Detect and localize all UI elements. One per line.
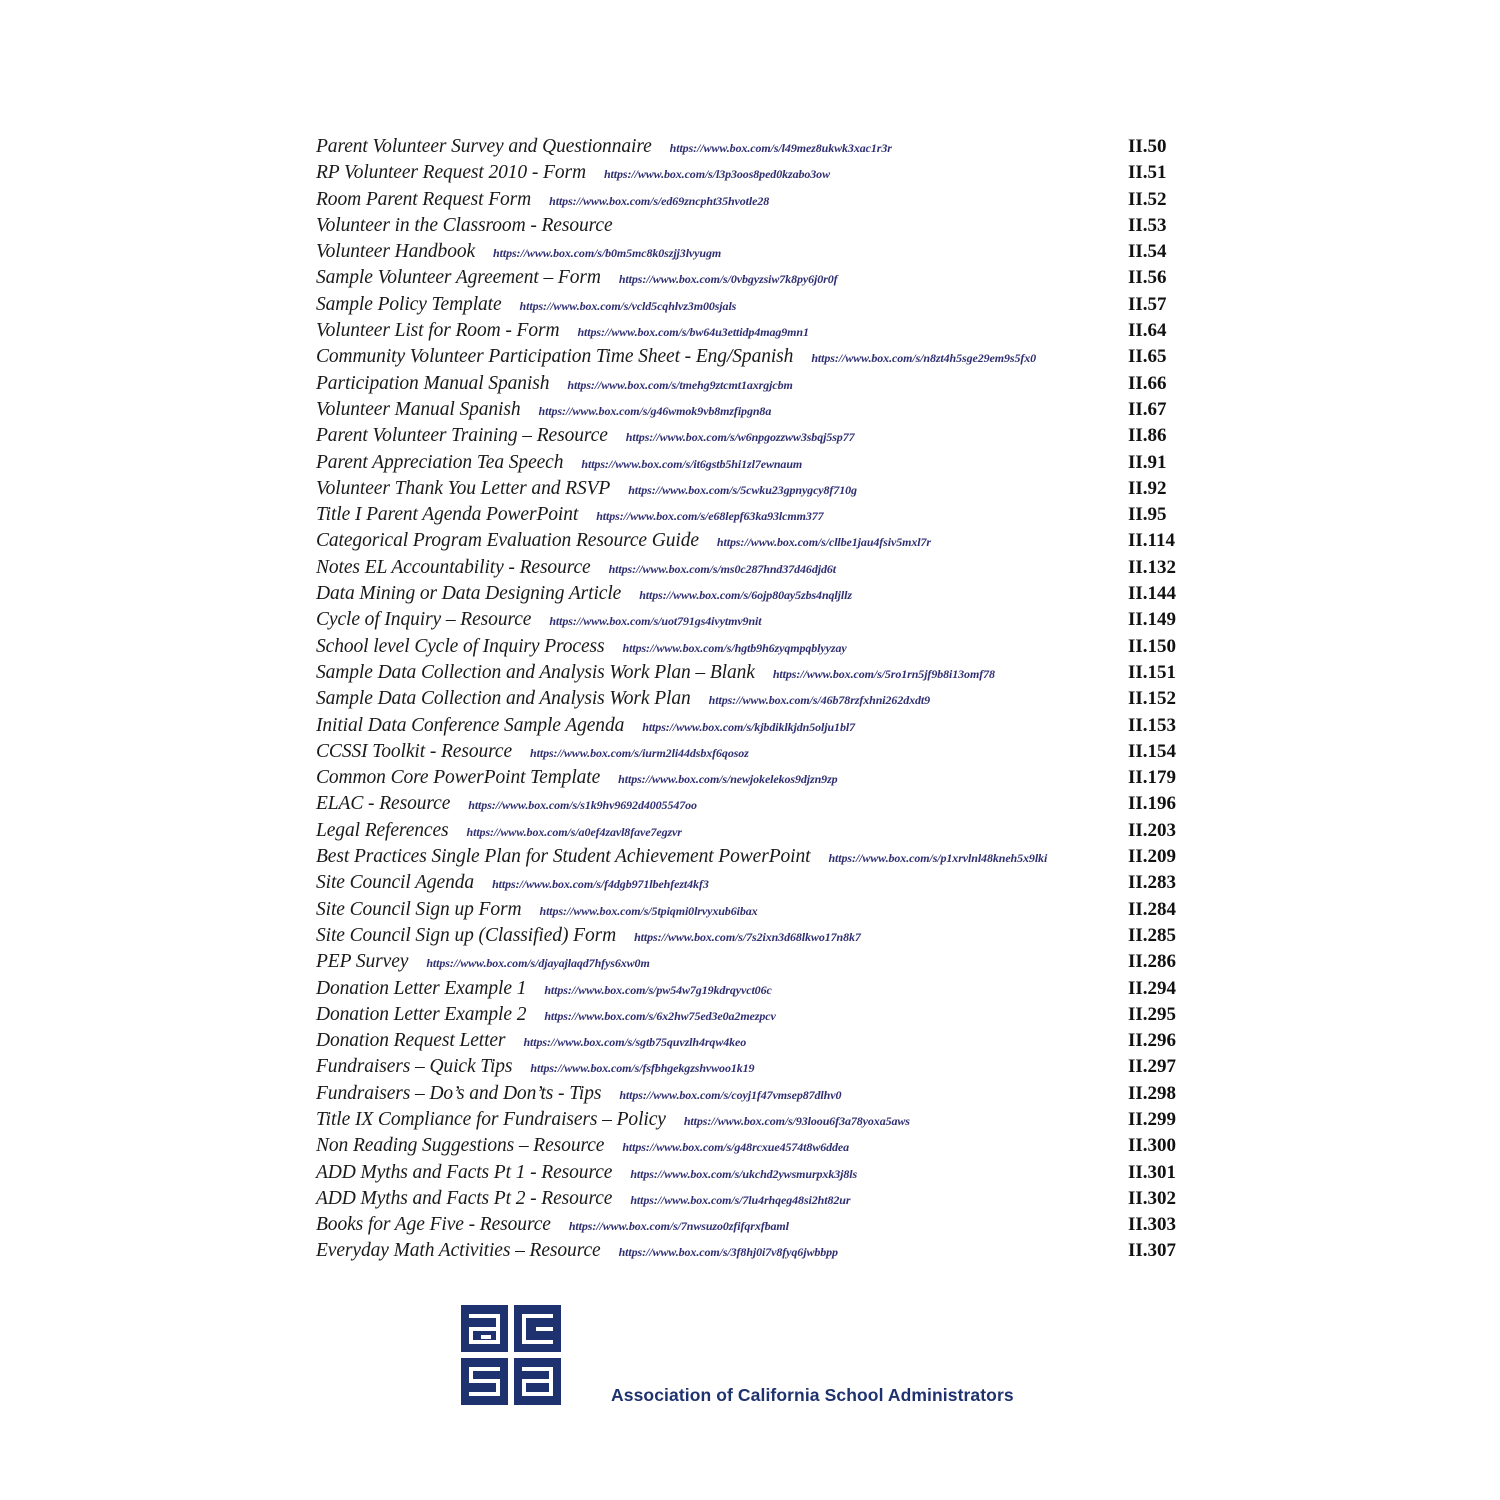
resource-row bbox=[316, 765, 1186, 791]
resource-link[interactable]: https://www.box.com/s/l3p3oos8ped0kzabo3ow bbox=[603, 167, 830, 182]
resource-row bbox=[316, 897, 1186, 923]
resource-row bbox=[316, 528, 1186, 554]
resource-row bbox=[316, 1107, 1186, 1133]
resource-link[interactable]: https://www.box.com/s/6x2hw75ed3e0a2mezpcv bbox=[544, 1008, 776, 1023]
resource-title: Books for Age Five - Resource bbox=[316, 1214, 551, 1236]
page-number: II.57 bbox=[1128, 293, 1167, 315]
page-number: II.283 bbox=[1128, 872, 1177, 894]
resource-title: Parent Volunteer Training – Resource bbox=[316, 425, 608, 447]
resource-row bbox=[316, 239, 1186, 265]
resource-title: Parent Appreciation Tea Speech bbox=[316, 451, 564, 473]
page-number: II.91 bbox=[1128, 451, 1167, 473]
page-number: II.301 bbox=[1128, 1161, 1177, 1183]
resource-title: Sample Volunteer Agreement – Form bbox=[316, 267, 601, 289]
resource-row bbox=[316, 292, 1186, 318]
page-number: II.51 bbox=[1128, 162, 1167, 184]
page-number: II.67 bbox=[1128, 398, 1167, 420]
resource-title: Donation Letter Example 2 bbox=[316, 1003, 527, 1025]
resource-link[interactable]: https://www.box.com/s/5tpiqmi0lrvyxub6ibax bbox=[539, 903, 758, 918]
resource-row bbox=[316, 1002, 1186, 1028]
resource-title: Volunteer List for Room - Form bbox=[316, 320, 560, 342]
resource-row bbox=[316, 1186, 1186, 1212]
resource-row bbox=[316, 1028, 1186, 1054]
page-number: II.95 bbox=[1128, 504, 1167, 526]
acsa-logo-icon bbox=[461, 1305, 561, 1405]
page-number: II.294 bbox=[1128, 977, 1177, 999]
page-number: II.295 bbox=[1128, 1003, 1177, 1025]
page-number: II.114 bbox=[1128, 530, 1175, 552]
page-number: II.50 bbox=[1128, 136, 1167, 157]
resource-title: ADD Myths and Facts Pt 2 - Resource bbox=[316, 1187, 613, 1209]
resource-link[interactable]: https://www.box.com/s/5cwku23gpnygcy8f710g bbox=[628, 482, 857, 497]
resource-title: Best Practices Single Plan for Student Achievement PowerPoint bbox=[316, 846, 811, 868]
page-number: II.92 bbox=[1128, 477, 1167, 499]
page-number: II.179 bbox=[1128, 767, 1177, 789]
resource-link[interactable]: https://www.box.com/s/7nwsuzo0zfifqrxfbaml bbox=[568, 1219, 789, 1234]
resource-row bbox=[316, 397, 1186, 423]
resource-title: School level Cycle of Inquiry Process bbox=[316, 635, 605, 657]
resource-row bbox=[316, 555, 1186, 581]
resource-row bbox=[316, 476, 1186, 502]
resource-link[interactable]: https://www.box.com/s/newjokelekos9djzn9zp bbox=[618, 772, 838, 787]
resource-link[interactable]: https://www.box.com/s/a0ef4zavl8fave7egzvr bbox=[466, 824, 682, 839]
resource-link[interactable]: https://www.box.com/s/46b78rzfxhni262dxdt9 bbox=[708, 693, 931, 708]
resource-link[interactable]: https://www.box.com/s/vcld5cqhlvz3m00sjals bbox=[519, 298, 737, 313]
resource-link[interactable]: https://www.box.com/s/n8zt4h5sge29em9s5fx0 bbox=[811, 351, 1037, 366]
resource-title: Notes EL Accountability - Resource bbox=[316, 556, 591, 578]
resource-row bbox=[316, 607, 1186, 633]
resource-link[interactable]: https://www.box.com/s/0vbgyzsiw7k8py6j0r0f bbox=[618, 272, 838, 287]
resource-title: Donation Request Letter bbox=[316, 1030, 506, 1052]
resource-title: CCSSI Toolkit - Resource bbox=[316, 740, 513, 762]
resource-row bbox=[316, 160, 1186, 186]
resource-title: Volunteer Handbook bbox=[316, 241, 476, 263]
page-number: II.151 bbox=[1128, 661, 1177, 683]
resource-link[interactable]: https://www.box.com/s/f4dgb971lbehfezt4kf3 bbox=[492, 877, 709, 892]
resource-list bbox=[316, 134, 1186, 1265]
resource-link[interactable]: https://www.box.com/s/ed69zncpht35hvotle28 bbox=[549, 193, 770, 208]
resource-link[interactable]: https://www.box.com/s/tmehg9ztcmt1axrgjcbm bbox=[567, 377, 793, 392]
resource-title: Room Parent Request Form bbox=[316, 188, 532, 210]
resource-title: Parent Volunteer Survey and Questionnaire bbox=[316, 136, 652, 157]
resource-link[interactable]: https://www.box.com/s/p1xrvlnl48kneh5x9lki bbox=[828, 851, 1048, 866]
resource-row bbox=[316, 187, 1186, 213]
resource-row bbox=[316, 371, 1186, 397]
resource-title: Volunteer in the Classroom - Resource bbox=[316, 214, 613, 236]
resource-title: Title IX Compliance for Fundraisers – Policy bbox=[316, 1108, 666, 1130]
resource-link[interactable]: https://www.box.com/s/3f8hj0i7v8fyq6jwbbpp bbox=[618, 1245, 838, 1260]
resource-title: Volunteer Thank You Letter and RSVP bbox=[316, 477, 611, 499]
page-number: II.307 bbox=[1128, 1240, 1177, 1262]
resource-title: Legal References bbox=[316, 819, 449, 841]
resource-title: Data Mining or Data Designing Article bbox=[316, 583, 622, 605]
resource-link[interactable]: https://www.box.com/s/cllbe1jau4fsiv5mxl7r bbox=[716, 535, 931, 550]
resource-title: Initial Data Conference Sample Agenda bbox=[316, 714, 625, 736]
resource-link[interactable]: https://www.box.com/s/it6gstb5hi1zl7ewnaum bbox=[581, 456, 803, 471]
page-number: II.285 bbox=[1128, 924, 1177, 946]
resource-link[interactable]: https://www.box.com/s/7lu4rhqeg48si2ht82ur bbox=[630, 1192, 851, 1207]
resource-link[interactable]: https://www.box.com/s/pw54w7g19kdrqyvct06c bbox=[544, 982, 772, 997]
resource-link[interactable]: https://www.box.com/s/bw64u3ettidp4mag9mn1 bbox=[577, 325, 809, 340]
resource-link[interactable]: https://www.box.com/s/ms0c287hnd37d46djd6t bbox=[608, 561, 836, 576]
page-number: II.54 bbox=[1128, 241, 1167, 263]
resource-row bbox=[316, 949, 1186, 975]
resource-row bbox=[316, 1081, 1186, 1107]
resource-row bbox=[316, 213, 1186, 239]
resource-link[interactable]: https://www.box.com/s/kjbdiklkjdn5olju1bl7 bbox=[642, 719, 855, 734]
resource-title: Site Council Agenda bbox=[316, 872, 475, 894]
page-number: II.297 bbox=[1128, 1056, 1177, 1078]
resource-row bbox=[316, 739, 1186, 765]
resource-row bbox=[316, 870, 1186, 896]
resource-row bbox=[316, 818, 1186, 844]
page-number: II.196 bbox=[1128, 793, 1177, 815]
page-number: II.153 bbox=[1128, 714, 1177, 736]
resource-link[interactable]: https://www.box.com/s/hgtb9h6zyqmpqblyyzay bbox=[622, 640, 847, 655]
resource-link[interactable]: https://www.box.com/s/coyj1f47vmsep87dlhv0 bbox=[619, 1087, 842, 1102]
page-number: II.154 bbox=[1128, 740, 1177, 762]
resource-link[interactable]: https://www.box.com/s/5ro1rn5jf9b8i13omf78 bbox=[772, 666, 995, 681]
resource-row bbox=[316, 634, 1186, 660]
page-number: II.144 bbox=[1128, 583, 1177, 605]
resource-title: Fundraisers – Quick Tips bbox=[316, 1056, 513, 1078]
page-number: II.86 bbox=[1128, 425, 1167, 447]
resource-row bbox=[316, 1160, 1186, 1186]
resource-title: Volunteer Manual Spanish bbox=[316, 398, 521, 420]
page-number: II.302 bbox=[1128, 1187, 1177, 1209]
resource-title: Everyday Math Activities – Resource bbox=[316, 1240, 601, 1262]
resource-row bbox=[316, 423, 1186, 449]
resource-link[interactable]: https://www.box.com/s/93loou6f3a78yoxa5aws bbox=[683, 1113, 910, 1128]
resource-link[interactable]: https://www.box.com/s/ukchd2ywsmurpxk3j8ls bbox=[630, 1166, 858, 1181]
page-number: II.56 bbox=[1128, 267, 1167, 289]
resource-link[interactable]: https://www.box.com/s/g46wmok9vb8mzfipgn8a bbox=[538, 403, 772, 418]
page-number: II.53 bbox=[1128, 214, 1167, 236]
resource-link[interactable]: https://www.box.com/s/e68lepf63ka93lcmm377 bbox=[596, 509, 824, 524]
page-number: II.286 bbox=[1128, 951, 1177, 973]
resource-title: Common Core PowerPoint Template bbox=[316, 767, 601, 789]
page-number: II.66 bbox=[1128, 372, 1167, 394]
resource-title: Donation Letter Example 1 bbox=[316, 977, 527, 999]
page-number: II.300 bbox=[1128, 1135, 1177, 1157]
resource-link[interactable]: https://www.box.com/s/b0m5mc8k0szjj3lvyugm bbox=[493, 246, 722, 261]
resource-title: RP Volunteer Request 2010 - Form bbox=[316, 162, 586, 184]
resource-link[interactable]: https://www.box.com/s/uot791gs4ivytmv9nit bbox=[549, 614, 762, 629]
resource-title: Non Reading Suggestions – Resource bbox=[316, 1135, 605, 1157]
page-number: II.303 bbox=[1128, 1214, 1177, 1236]
resource-link[interactable]: https://www.box.com/s/6ojp80ay5zbs4nqljllz bbox=[639, 588, 852, 603]
resource-row bbox=[316, 134, 1186, 160]
resource-row bbox=[316, 976, 1186, 1002]
page-number: II.132 bbox=[1128, 556, 1177, 578]
resource-title: Categorical Program Evaluation Resource Guide bbox=[316, 530, 699, 552]
resource-row bbox=[316, 660, 1186, 686]
resource-link[interactable]: https://www.box.com/s/7s2ixn3d68lkwo17n8k7 bbox=[634, 929, 861, 944]
resource-title: Site Council Sign up (Classified) Form bbox=[316, 924, 617, 946]
resource-row bbox=[316, 450, 1186, 476]
resource-link[interactable]: https://www.box.com/s/sgtb75quvzlh4rqw4keo bbox=[523, 1035, 747, 1050]
page-number: II.52 bbox=[1128, 188, 1167, 210]
resource-title: Community Volunteer Participation Time Sheet - Eng/Spanish bbox=[316, 346, 794, 368]
page-number: II.298 bbox=[1128, 1082, 1177, 1104]
resource-row bbox=[316, 844, 1186, 870]
resource-link[interactable]: https://www.box.com/s/g48rcxue4574t8w6ddea bbox=[622, 1140, 850, 1155]
resource-title: ELAC - Resource bbox=[316, 793, 451, 815]
resource-title: Sample Data Collection and Analysis Work Plan – Blank bbox=[316, 661, 755, 683]
resource-link[interactable]: https://www.box.com/s/iurm2li44dsbxf6qosoz bbox=[530, 745, 749, 760]
resource-title: Site Council Sign up Form bbox=[316, 898, 522, 920]
page-number: II.149 bbox=[1128, 609, 1177, 631]
resource-row bbox=[316, 502, 1186, 528]
resource-link[interactable]: https://www.box.com/s/djayajlaqd7hfys6xw0m bbox=[426, 956, 650, 971]
resource-row bbox=[316, 581, 1186, 607]
resource-row bbox=[316, 923, 1186, 949]
page-number: II.209 bbox=[1128, 846, 1177, 868]
resource-row bbox=[316, 713, 1186, 739]
page-number: II.284 bbox=[1128, 898, 1177, 920]
page-number: II.64 bbox=[1128, 320, 1167, 342]
resource-link[interactable]: https://www.box.com/s/l49mez8ukwk3xac1r3r bbox=[669, 141, 892, 155]
page-number: II.296 bbox=[1128, 1030, 1177, 1052]
resource-row bbox=[316, 1054, 1186, 1080]
resource-row bbox=[316, 1238, 1186, 1264]
resource-row bbox=[316, 686, 1186, 712]
resource-title: Participation Manual Spanish bbox=[316, 372, 550, 394]
resource-row bbox=[316, 344, 1186, 370]
resource-title: Cycle of Inquiry – Resource bbox=[316, 609, 532, 631]
resource-link[interactable]: https://www.box.com/s/w6npgozzww3sbqj5sp77 bbox=[625, 430, 855, 445]
page-number: II.152 bbox=[1128, 688, 1177, 710]
resource-row bbox=[316, 1133, 1186, 1159]
page-number: II.150 bbox=[1128, 635, 1177, 657]
page-number: II.65 bbox=[1128, 346, 1167, 368]
resource-row bbox=[316, 1212, 1186, 1238]
resource-title: PEP Survey bbox=[316, 951, 409, 973]
resource-title: ADD Myths and Facts Pt 1 - Resource bbox=[316, 1161, 613, 1183]
resource-link[interactable]: https://www.box.com/s/s1k9hv9692d4005547oo bbox=[468, 798, 697, 813]
resource-title: Fundraisers – Do’s and Don’ts - Tips bbox=[316, 1082, 602, 1104]
resource-row bbox=[316, 265, 1186, 291]
resource-row bbox=[316, 791, 1186, 817]
resource-link[interactable]: https://www.box.com/s/fsfbhgekgzshvwoo1k19 bbox=[530, 1061, 755, 1076]
page-number: II.203 bbox=[1128, 819, 1177, 841]
resource-title: Sample Data Collection and Analysis Work Plan bbox=[316, 688, 691, 710]
page-number: II.299 bbox=[1128, 1108, 1177, 1130]
resource-title: Title I Parent Agenda PowerPoint bbox=[316, 504, 579, 526]
resource-row bbox=[316, 318, 1186, 344]
organization-name: Association of California School Administrators bbox=[611, 1385, 1014, 1405]
resource-title: Sample Policy Template bbox=[316, 293, 502, 315]
